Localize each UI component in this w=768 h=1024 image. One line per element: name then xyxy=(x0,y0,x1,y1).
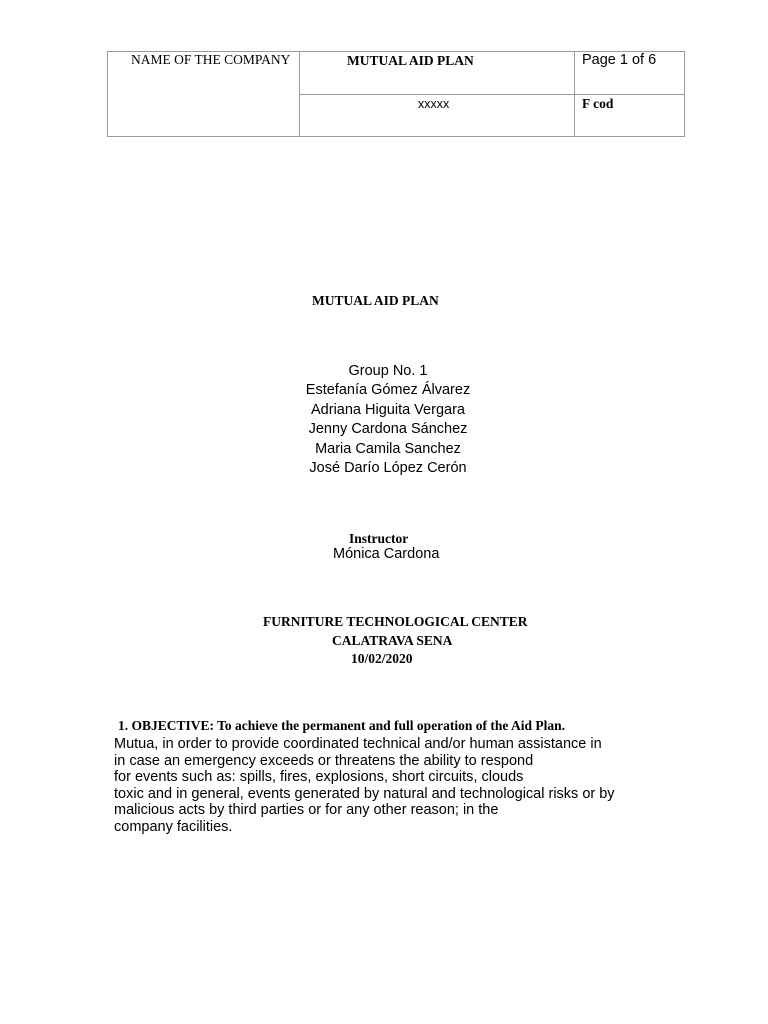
header-plan-title: MUTUAL AID PLAN xyxy=(347,53,474,68)
instructor-name: Mónica Cardona xyxy=(333,546,440,562)
member-name: Jenny Cardona Sánchez xyxy=(308,421,468,438)
objective-heading xyxy=(118,718,565,734)
objective-number-label: 1. OBJECTIVE: xyxy=(118,718,215,733)
objective-body xyxy=(114,736,615,836)
objective-line: malicious acts by third parties or for any other reason; in the xyxy=(114,802,499,819)
group-number: Group No. 1 xyxy=(348,363,428,379)
institution-location: CALATRAVA SENA xyxy=(332,633,453,648)
objective-line: toxic and in general, events generated by natural and technological risks or by xyxy=(114,785,615,802)
group-block xyxy=(288,362,488,478)
institution-name: FURNITURE TECHNOLOGICAL CENTER xyxy=(263,614,528,629)
member-name: Estefanía Gómez Álvarez xyxy=(305,382,471,399)
objective-line: in case an emergency exceeds or threatens the ability to respond xyxy=(114,752,534,769)
objective-line: Mutua, in order to provide coordinated technical and/or human assistance in xyxy=(114,736,602,752)
member-name: Adriana Higuita Vergara xyxy=(311,401,465,418)
document-header-table xyxy=(107,51,685,137)
objective-line: for events such as: spills, fires, explosions, short circuits, clouds xyxy=(114,769,524,786)
document-code-placeholder: xxxxx xyxy=(418,97,450,111)
member-name: Maria Camila Sanchez xyxy=(315,440,461,457)
company-name-label: NAME OF THE COMPANY xyxy=(131,52,291,67)
instructor-label: Instructor xyxy=(349,531,409,546)
form-code-label: F cod xyxy=(582,96,614,111)
page-title: MUTUAL AID PLAN xyxy=(312,293,439,308)
objective-heading-text: To achieve the permanent and full operation of the Aid Plan. xyxy=(217,718,566,733)
page-counter: Page 1 of 6 xyxy=(582,52,657,68)
objective-line: company facilities. xyxy=(114,818,233,835)
document-date: 10/02/2020 xyxy=(351,651,413,666)
member-name: José Darío López Cerón xyxy=(309,460,467,477)
